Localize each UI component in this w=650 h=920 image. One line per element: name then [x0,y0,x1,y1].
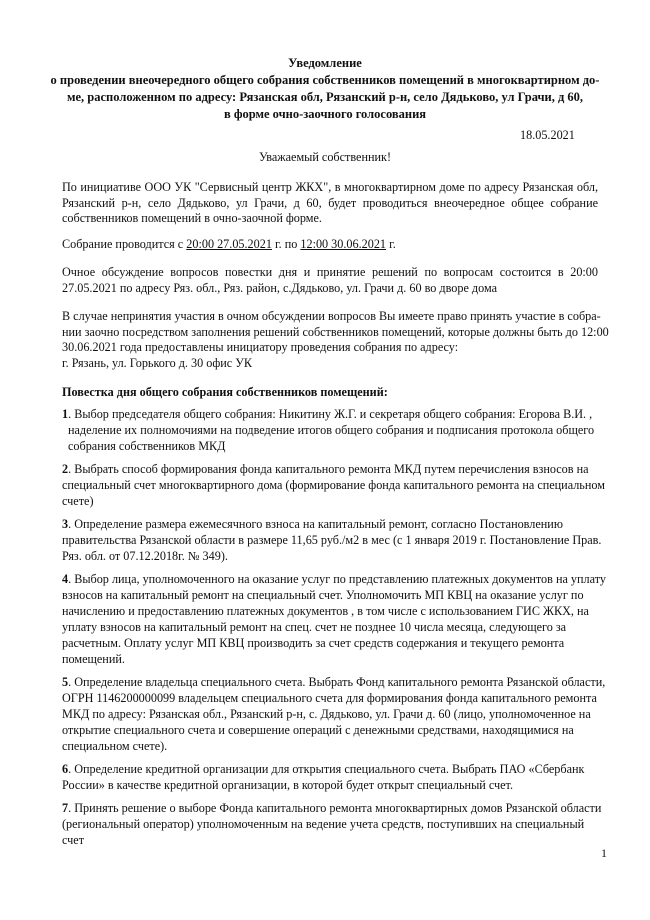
agenda-item-line: взносов на капитальный ремонт на специальный счет. Уполномочить МП КВЦ на оказание услуг по [62,588,584,602]
agenda-item-line: Ряз. обл. от 07.12.2018г. № 349). [62,549,228,563]
agenda-item-number: 2 [62,462,69,476]
agenda-item-line: ОГРН 1146200000099 владельцем специального счета для формирования фонда капитального ремонта [62,691,597,705]
agenda-item-line: начислению и предоставлению платежных документов , в том числе с использованием ГИС ЖКХ, на [62,604,589,618]
agenda-item-line: России» в качестве кредитной организации, в которой будет открыт специальный счет. [62,778,513,792]
inperson-line: Очное обсуждение вопросов повестки дня и принятие решений по вопросам состоится в 20:00 [62,265,598,279]
agenda-item-line: 3. Определение размера ежемесячного взноса на капитальный ремонт, согласно Постановлению [62,517,563,531]
agenda-item-number: 5 [62,675,69,689]
agenda-item-line: расчетным. Оплату услуг МП КВЦ производить за счет средств содержания и текущего ремонта [62,636,565,650]
intro-line: собственников помещений в очно-заочной форме. [62,211,322,225]
agenda-item-number: 4 [62,572,69,586]
agenda-item-line: 7. Принять решение о выборе Фонда капитального ремонта многоквартирных домов Рязанской области [62,801,602,815]
intro-line: Рязанский р-н, село Дядьково, ул Грачи, д 60, будет проводиться внеочередное общее собрание [62,195,598,210]
agenda-item-line: 2. Выбрать способ формирования фонда капитального ремонта МКД путем перечисления взносов на [62,462,589,476]
agenda-item-number: 1 [62,407,69,421]
agenda-item-line: счете) [62,494,94,508]
greeting: Уважаемый собственник! [258,150,392,164]
inperson-line: 27.05.2021 по адресу Ряз. обл., Ряз. район, с.Дядьково, ул. Грачи д. 60 во дворе дома [62,280,498,295]
title-line: Уведомление [288,56,362,70]
agenda-item-line: специальном счете). [62,739,168,753]
intro-paragraph [62,180,598,227]
meeting-suffix: г. [386,237,396,251]
meeting-end: 12:00 30.06.2021 [300,237,387,251]
agenda-item-line: открытие специального счета и совершение операций с денежными средствами, находящимися на [62,723,574,737]
agenda-item-line: 5. Определение владельца специального счета. Выбрать Фонд капитального ремонта Рязанской области, [62,675,606,689]
agenda-item-line: 1. Выбор председателя общего собрания: Никитину Ж.Г. и секретаря общего собрания: Егорова В.И. , [62,407,593,421]
agenda-item-line: счет [62,833,85,847]
absentee-line: нии заочно посредством заполнения решений собственников помещений, которые должны быть до 12:00 [62,324,609,339]
agenda-item-line: (региональный оператор) уполномоченным на ведение учета средств, поступивших на специальный [62,817,585,831]
absentee-line: В случае непринятия участия в очном обсуждении вопросов Вы имеете право принять участие в собра- [62,309,601,323]
agenda-item-number: 6 [62,762,69,776]
page-number: 1 [601,846,607,860]
agenda-item-number: 3 [62,517,69,531]
agenda-heading: Повестка дня общего собрания собственников помещений: [62,385,388,399]
intro-line: По инициативе ООО УК "Сервисный центр ЖКХ", в многоквартирном доме по адресу Рязанская обл, [62,180,598,194]
absentee-paragraph [62,309,609,371]
agenda-item-line: собрания собственников МКД [68,439,226,453]
agenda-item-line: уплату взносов на капитальный ремонт на спец. счет не позднее 10 числа месяца, следующего за [62,620,567,634]
title-line: ме, расположенном по адресу: Рязанская обл, Рязанский р-н, село Дядьково, ул Грачи, д 60, [66,90,584,104]
absentee-line: г. Рязань, ул. Горького д. 30 офис УК [62,355,252,370]
title-line: в форме очно-заочного голосования [223,107,427,121]
agenda-item-line: специальный счет многоквартирного дома (формирование фонда капитального ремонта на специальном [62,478,605,492]
agenda-item-line: помещений. [62,652,125,666]
notice-title [40,55,610,123]
agenda-item-line: правительства Рязанской области в размере 11,65 руб./м2 в мес (с 1 января 2019 г. Постановление Прав. [62,533,602,547]
agenda-item-line: наделение их полномочиями на подведение итогов общего собрания и подписания протокола общего [68,423,595,437]
inperson-paragraph [62,265,598,296]
agenda-item-number: 7 [62,801,69,815]
meeting-prefix: Собрание проводится с [62,237,187,251]
meeting-start: 20:00 27.05.2021 [186,237,272,251]
meeting-middle: г. по [271,237,301,251]
title-line: о проведении внеочередного общего собрания собственников помещений в многоквартирном до- [50,73,600,87]
absentee-line: 30.06.2021 года предоставлены инициатору проведения собрания по адресу: [62,340,459,354]
notice-date: 18.05.2021 [520,128,575,142]
agenda-item-line: МКД по адресу: Рязанская обл., Рязанский р-н, с. Дядьково, ул. Грачи д. 60 (лицо, уполномоченное на [62,707,591,721]
agenda-item-line: 4. Выбор лица, уполномоченного на оказание услуг по представлению платежных документов на уплату [62,572,606,586]
meeting-period [62,237,396,253]
agenda-item-line: 6. Определение кредитной организации для открытия специального счета. Выбрать ПАО «Сбербанк [62,762,585,776]
